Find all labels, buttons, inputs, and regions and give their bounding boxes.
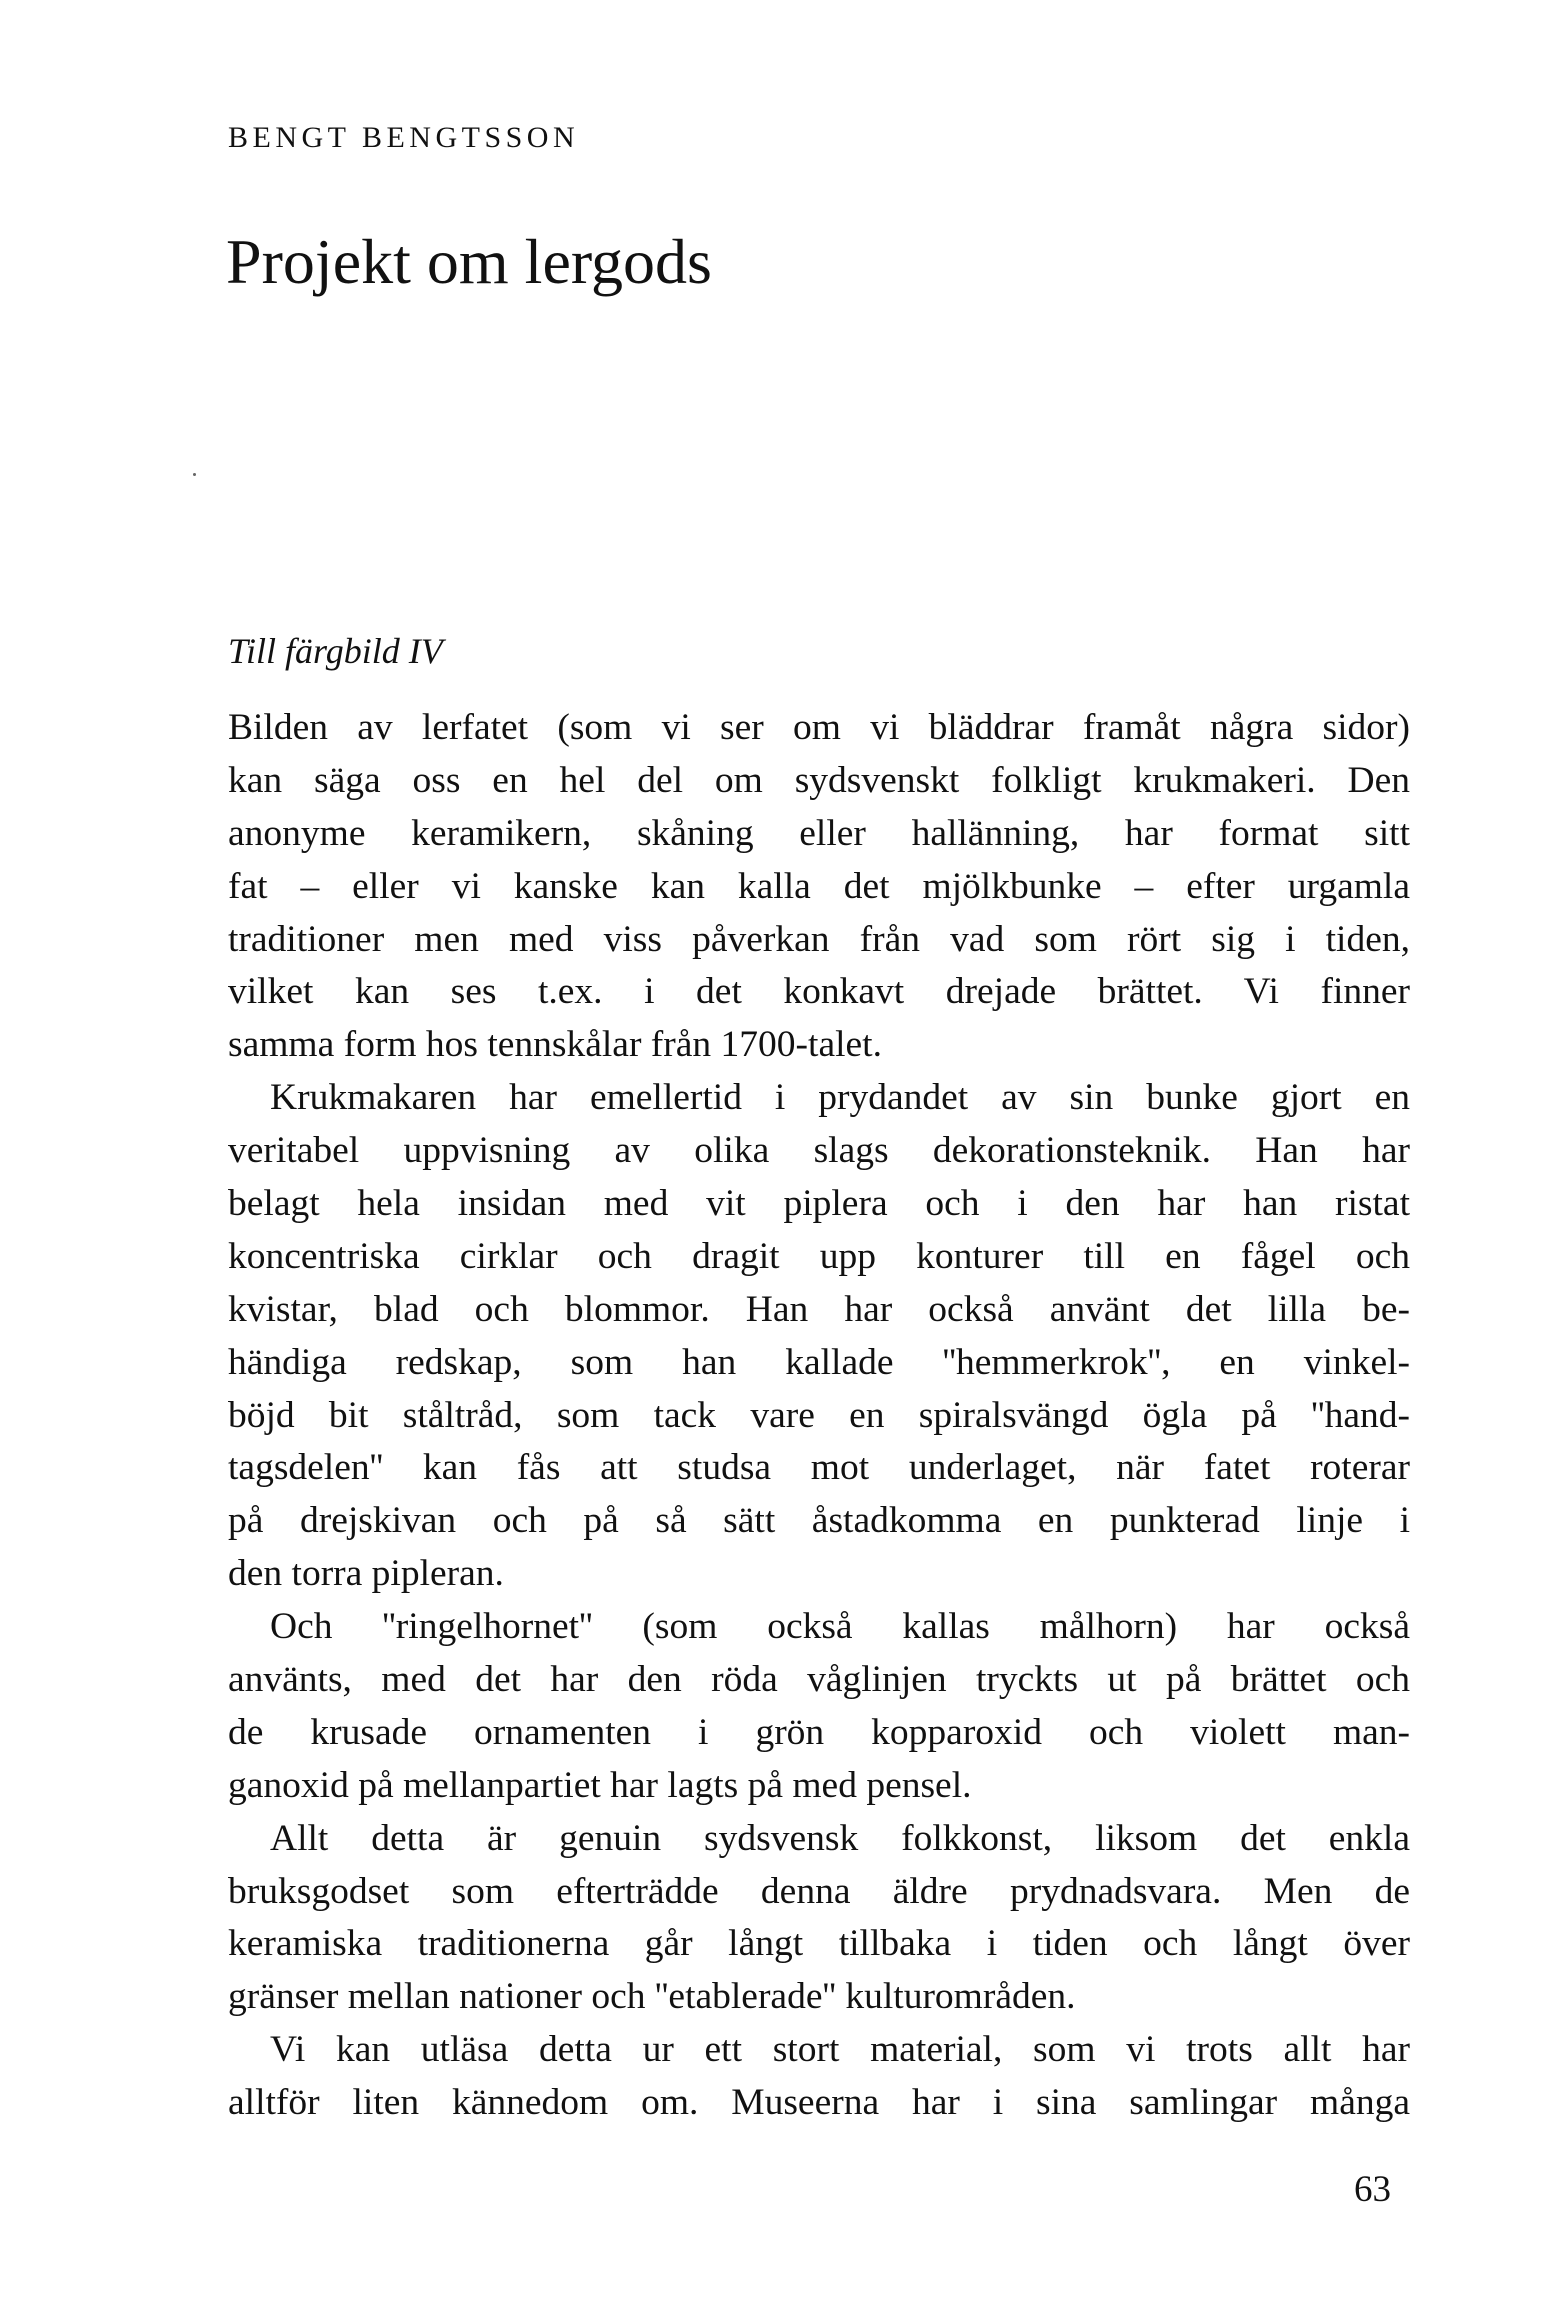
text-line: Allt detta är genuin sydsvensk folkkonst, liksom det enkla (270, 1817, 1410, 1859)
text-line: händiga redskap, som han kallade ''hemmerkrok'', en vinkel- (228, 1341, 1410, 1383)
text-line: belagt hela insidan med vit piplera och i den har han ristat (228, 1183, 1410, 1225)
paragraph-3 (228, 1601, 1410, 1813)
text-line: alltför liten kännedom om. Museerna har i sina samlingar många (228, 2082, 1410, 2124)
text-line: gränser mellan nationer och ''etablerade'' kulturområden. (228, 1976, 1076, 2018)
paragraph-2 (228, 1072, 1410, 1601)
print-speck (193, 473, 196, 476)
text-line: kvistar, blad och blommor. Han har också använt det lilla be- (228, 1288, 1410, 1330)
author-name: BENGT BENGTSSON (228, 121, 580, 154)
page-number: 63 (1354, 2169, 1391, 2210)
paragraph-1 (228, 702, 1410, 1072)
text-line: Och ''ringelhornet'' (som också kallas målhorn) har också (270, 1606, 1410, 1648)
text-line: den torra pipleran. (228, 1553, 504, 1595)
text-line: Vi kan utläsa detta ur ett stort material, som vi trots allt har (270, 2029, 1410, 2071)
section-subtitle: Till färgbild IV (228, 631, 443, 671)
text-line: traditioner men med viss påverkan från vad som rört sig i tiden, (228, 918, 1410, 960)
text-line: Bilden av lerfatet (som vi ser om vi bläddrar framåt några sidor) (228, 707, 1410, 748)
text-line: de krusade ornamenten i grön kopparoxid och violett man- (228, 1711, 1410, 1753)
text-line: böjd bit ståltråd, som tack vare en spiralsvängd ögla på ''hand- (228, 1394, 1410, 1436)
text-line: veritabel uppvisning av olika slags dekorationsteknik. Han har (228, 1130, 1410, 1172)
text-line: keramiska traditionerna går långt tillbaka i tiden och långt över (228, 1923, 1410, 1965)
paragraph-5 (228, 2024, 1410, 2130)
text-line: på drejskivan och på så sätt åstadkomma en punkterad linje i (228, 1500, 1410, 1542)
text-line: bruksgodset som efterträdde denna äldre prydnadsvara. Men de (228, 1870, 1410, 1912)
text-line: anonyme keramikern, skåning eller hallänning, har format sitt (228, 812, 1410, 854)
text-line: ganoxid på mellanpartiet har lagts på med pensel. (228, 1764, 972, 1806)
text-line: fat – eller vi kanske kan kalla det mjölkbunke – efter urgamla (228, 865, 1410, 907)
text-line: kan säga oss en hel del om sydsvenskt folkligt krukmakeri. Den (228, 759, 1410, 801)
text-line: tagsdelen'' kan fås att studsa mot underlaget, när fatet roterar (228, 1447, 1410, 1489)
text-line: koncentriska cirklar och dragit upp konturer till en fågel och (228, 1235, 1410, 1277)
text-line: vilket kan ses t.ex. i det konkavt drejade brättet. Vi finner (228, 971, 1410, 1013)
article-title: Projekt om lergods (226, 226, 712, 297)
text-line: samma form hos tennskålar från 1700-talet. (228, 1024, 882, 1066)
text-line: använts, med det har den röda våglinjen tryckts ut på brättet och (228, 1659, 1410, 1701)
paragraph-4 (228, 1813, 1410, 2025)
text-line: Krukmakaren har emellertid i prydandet av sin bunke gjort en (270, 1077, 1410, 1119)
body-text (228, 702, 1410, 2130)
